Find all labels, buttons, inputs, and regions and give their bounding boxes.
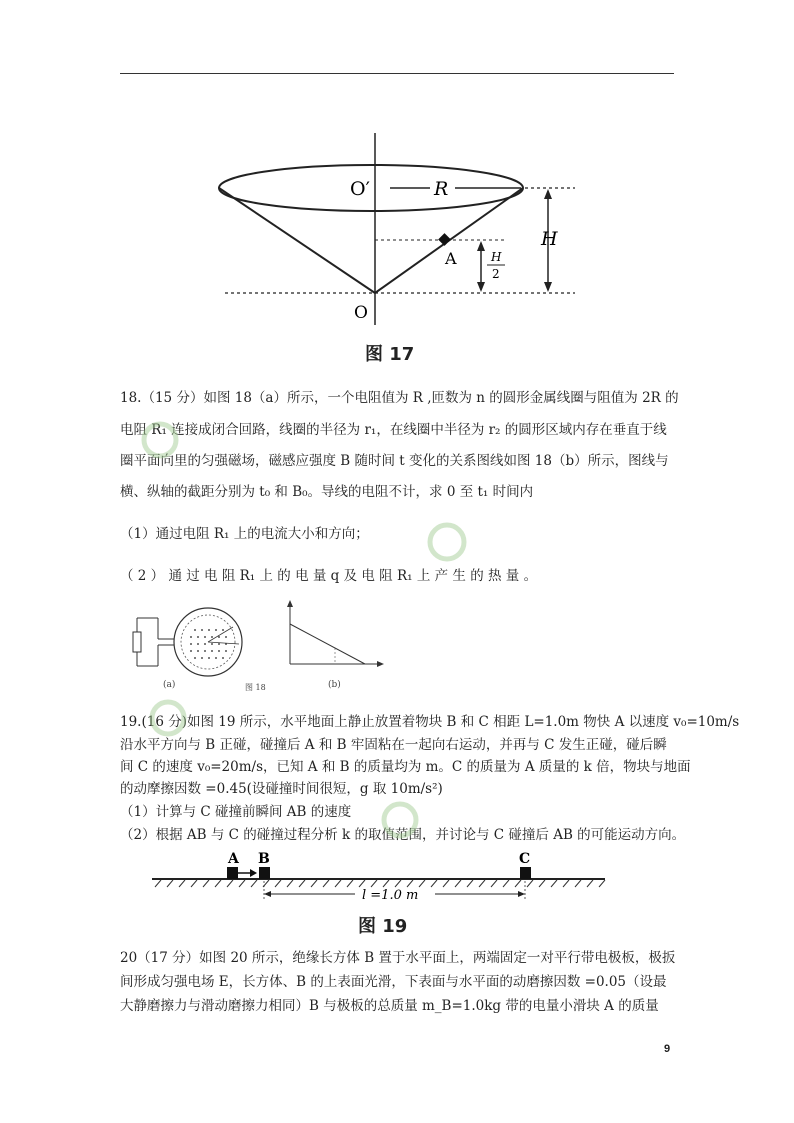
watermark-logo-icon: [425, 520, 469, 564]
figure-18b-graph: [280, 598, 390, 678]
q19-line-4: 的动摩擦因数 =0.45(设碰撞时间很短，g 取 10m/s²): [120, 781, 443, 797]
q20-line-1: 20（17 分）如图 20 所示，绝缘长方体 B 置于水平面上，两端固定一对平行带电极板，极扳: [120, 950, 676, 966]
figure-18a-circuit: [123, 600, 263, 695]
page-number: 9: [664, 1043, 671, 1055]
q20-line-3: 大静磨擦力与滑动磨擦力相同）B 与极板的总质量 m_B=1.0kg 带的电量小滑块 A 的质量: [120, 998, 659, 1014]
header-rule: [120, 73, 674, 74]
fig19-label-length: l =1.0 m: [362, 888, 419, 903]
fig18-a-label: (a): [163, 680, 176, 690]
fig19-label-a: A: [228, 851, 239, 867]
q19-line-2: 沿水平方向与 B 正碰，碰撞后 A 和 B 牢固粘在一起向右运动，并再与 C 发生正碰，碰后瞬: [120, 737, 667, 753]
fig19-label-b: B: [258, 851, 270, 867]
watermark-logo-icon: [148, 698, 188, 738]
fig18-b-label: (b): [328, 680, 341, 690]
q18-line-3: 圈平面向里的匀强磁场，磁感应强度 B 随时间 t 变化的关系图线如图 18（b）所示，图线与: [120, 453, 669, 469]
q19-line-1: 19.(16 分)如图 19 所示，水平地面上静止放置着物块 B 和 C 相距 L=1.0m 物快 A 以速度 v₀=10m/s: [120, 714, 740, 730]
q20-line-2: 间形成匀强电场 E，长方体、B 的上表面光滑，下表面与水平面的动磨擦因数 =0.05（设最: [120, 974, 667, 990]
fig18-caption: 图 18: [245, 683, 266, 692]
fig17-label-o-prime: O′: [350, 178, 370, 200]
q19-line-3: 间 C 的速度 v₀=20m/s，已知 A 和 B 的质量均为 m。C 的质量为 A 质量的 k 倍，物块与地面: [120, 759, 691, 775]
q18-line-4: 横、纵轴的截距分别为 t₀ 和 B₀。导线的电阻不计，求 0 至 t₁ 时间内: [120, 484, 534, 500]
figure-19-blocks-diagram: [150, 848, 610, 906]
fig17-label-r: R: [434, 178, 449, 200]
figure-17-caption: 图 17: [365, 344, 415, 365]
fig17-label-h-numerator: H: [491, 250, 502, 264]
fig17-label-a: A: [445, 249, 457, 268]
watermark-logo-icon: [140, 420, 180, 460]
q19-sub-question-2: （2）根据 AB 与 C 的碰撞过程分析 k 的取值范围，并讨论与 C 碰撞后 AB 的可能运动方向。: [120, 827, 686, 843]
fig17-label-h-denominator: 2: [492, 267, 500, 281]
fig17-label-h: H: [541, 228, 558, 250]
q18-line-1: 18.（15 分）如图 18（a）所示，一个电阻值为 R ,匝数为 n 的圆形金属线圈与阻值为 2R 的: [120, 390, 679, 406]
q19-sub-question-1: （1）计算与 C 碰撞前瞬间 AB 的速度: [120, 804, 352, 820]
figure-19-caption: 图 19: [358, 916, 408, 937]
q18-sub-question-2: （ 2 ） 通 过 电 阻 R₁ 上 的 电 量 q 及 电 阻 R₁ 上 产 生 的 热 量 。: [120, 568, 538, 584]
fig19-label-c: C: [519, 851, 531, 867]
watermark-logo-icon: [380, 800, 420, 840]
q18-sub-question-1: （1）通过电阻 R₁ 上的电流大小和方向；: [120, 526, 369, 542]
figure-17-cone-diagram: [215, 125, 585, 330]
fig17-label-o: O: [354, 303, 368, 323]
q18-line-2: 电阻 R₁ 连接成闭合回路，线圈的半径为 r₁，在线圈中半径为 r₂ 的圆形区域内存在垂直于线: [120, 422, 667, 438]
